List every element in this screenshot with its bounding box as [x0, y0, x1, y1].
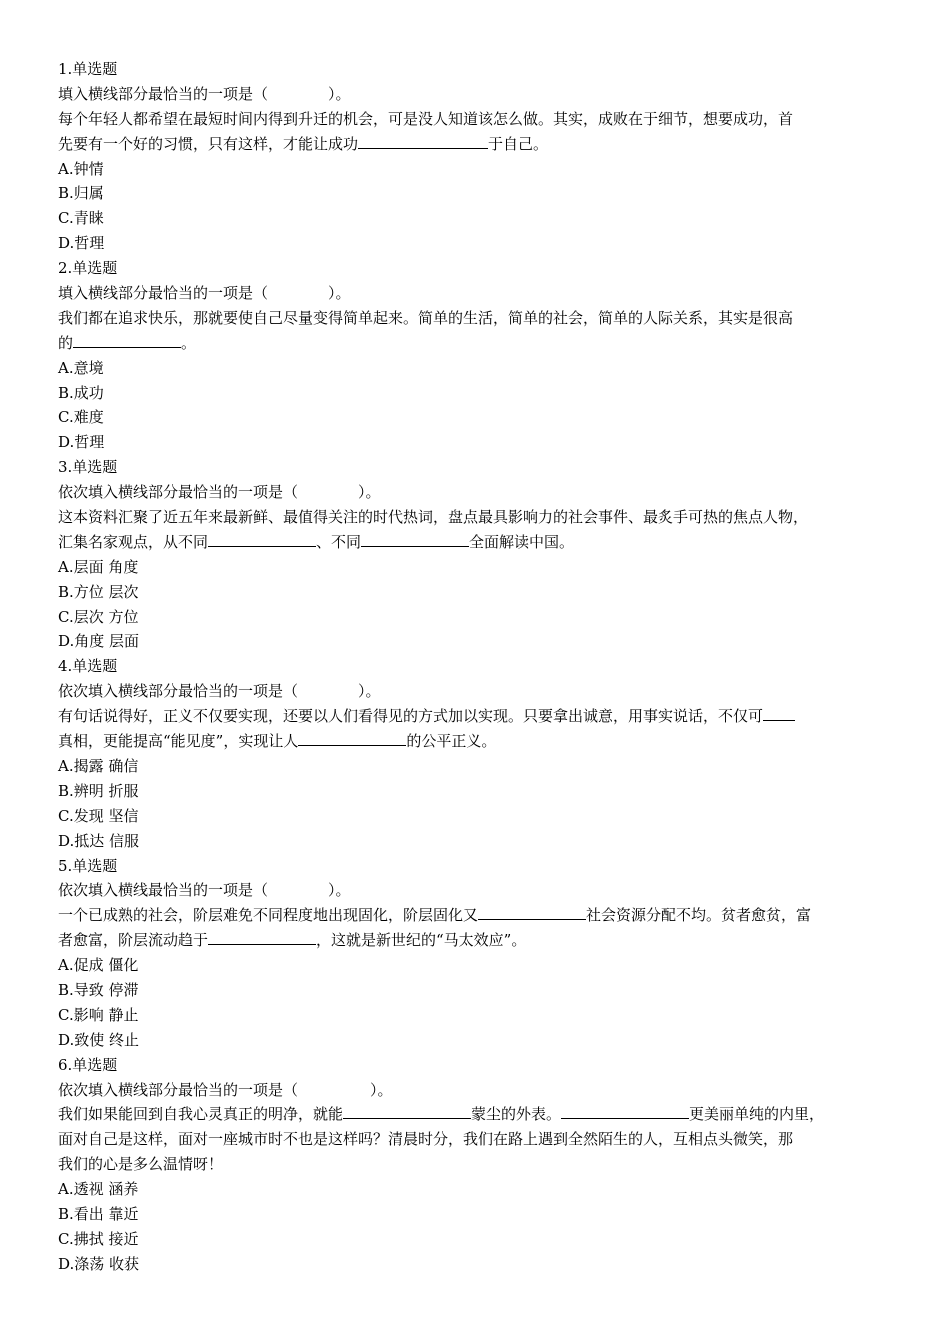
answer-blank [358, 133, 488, 149]
option-c: C.层次 方位 [58, 607, 139, 626]
option-a: A.透视 涵养 [58, 1180, 139, 1199]
option-d: D.哲理 [58, 234, 105, 253]
passage-line: 的 。 [58, 333, 197, 352]
question-number: 5.单选题 [58, 856, 118, 875]
option-d: D.角度 层面 [58, 632, 140, 651]
passage-line: 汇集名家观点，从不同 、不同 全面解读中国。 [58, 532, 575, 551]
option-b: B.看出 靠近 [58, 1204, 139, 1223]
passage-line: 我们都在追求快乐，那就要使自己尽量变得简单起来。简单的生活，简单的社会，简单的人际关系，其实是很高 [58, 308, 794, 327]
question-prompt: 依次填入横线最恰当的一项是（ ）。 [58, 881, 351, 900]
option-d: D.涤荡 收获 [58, 1254, 140, 1273]
answer-blank [478, 904, 586, 920]
answer-blank [73, 332, 181, 348]
option-b: B.方位 层次 [58, 582, 139, 601]
passage-line: 有句话说得好，正义不仅要实现，还要以人们看得见的方式加以实现。只要拿出诚意，用事实说话，不仅可 [58, 704, 890, 729]
answer-blank [343, 1103, 471, 1119]
answer-blank [361, 531, 469, 547]
answer-blank [208, 531, 316, 547]
question-5 [58, 854, 890, 1053]
option-b: B.导致 停滞 [58, 980, 139, 999]
question-prompt: 依次填入横线部分最恰当的一项是（ ）。 [58, 483, 381, 502]
question-6 [58, 1053, 890, 1277]
question-number: 1.单选题 [58, 60, 118, 78]
question-prompt: 依次填入横线部分最恰当的一项是（ ）。 [58, 682, 381, 701]
passage-line: 先要有一个好的习惯，只有这样，才能让成功 于自己。 [58, 134, 549, 153]
option-a: A.揭露 确信 [58, 756, 139, 775]
option-c: C.影响 静止 [58, 1005, 139, 1024]
question-2 [58, 256, 890, 455]
question-number: 6.单选题 [58, 1055, 118, 1074]
option-c: C.青睐 [58, 209, 104, 228]
question-prompt: 填入横线部分最恰当的一项是（ ）。 [58, 284, 351, 303]
passage-line: 我们的心是多么温情呀！ [58, 1155, 224, 1174]
question-4 [58, 654, 890, 853]
question-number: 4.单选题 [58, 657, 118, 676]
option-c: C.拂拭 接近 [58, 1229, 139, 1248]
answer-blank [208, 929, 316, 945]
answer-blank [561, 1103, 689, 1119]
question-prompt: 填入横线部分最恰当的一项是（ ）。 [58, 84, 351, 103]
passage-line: 者愈富，阶层流动趋于 ，这就是新世纪的“马太效应”。 [58, 931, 527, 950]
answer-blank [763, 705, 795, 721]
option-a: A.钟情 [58, 159, 104, 178]
question-number: 2.单选题 [58, 259, 118, 278]
passage-line: 这本资料汇聚了近五年来最新鲜、最值得关注的时代热词，盘点最具影响力的社会事件、最炙手可热的焦点人物， [58, 508, 809, 527]
passage-line: 我们如果能回到自我心灵真正的明净，就能 蒙尘的外表。 更美丽单纯的内里， [58, 1105, 825, 1124]
question-number: 3.单选题 [58, 458, 118, 477]
passage-line: 每个年轻人都希望在最短时间内得到升迁的机会，可是没人知道该怎么做。其实，成败在于细节，想要成功，首 [58, 109, 794, 128]
option-b: B.归属 [58, 184, 104, 203]
passage-line: 面对自己是这样，面对一座城市时不也是这样吗？清晨时分，我们在路上遇到全然陌生的人，互相点头微笑，那 [58, 1130, 794, 1149]
option-d: D.致使 终止 [58, 1030, 140, 1049]
option-c: C.发现 坚信 [58, 806, 139, 825]
answer-blank [298, 730, 406, 746]
passage-line: 一个已成熟的社会，阶层难免不同程度地出现固化，阶层固化又 社会资源分配不均。贫者愈贫，富 [58, 906, 812, 925]
option-c: C.难度 [58, 408, 104, 427]
question-3 [58, 455, 890, 654]
option-a: A.意境 [58, 358, 104, 377]
question-1 [58, 57, 890, 256]
option-b: B.成功 [58, 383, 104, 402]
option-b: B.辨明 折服 [58, 781, 139, 800]
passage-line: 真相，更能提高“能见度”，实现让人 的公平正义。 [58, 732, 497, 751]
option-a: A.促成 僵化 [58, 956, 139, 975]
option-d: D.抵达 信服 [58, 831, 140, 850]
question-prompt: 依次填入横线部分最恰当的一项是（ ）。 [58, 1080, 393, 1099]
option-a: A.层面 角度 [58, 557, 139, 576]
option-d: D.哲理 [58, 433, 105, 452]
question-list [58, 57, 890, 1277]
